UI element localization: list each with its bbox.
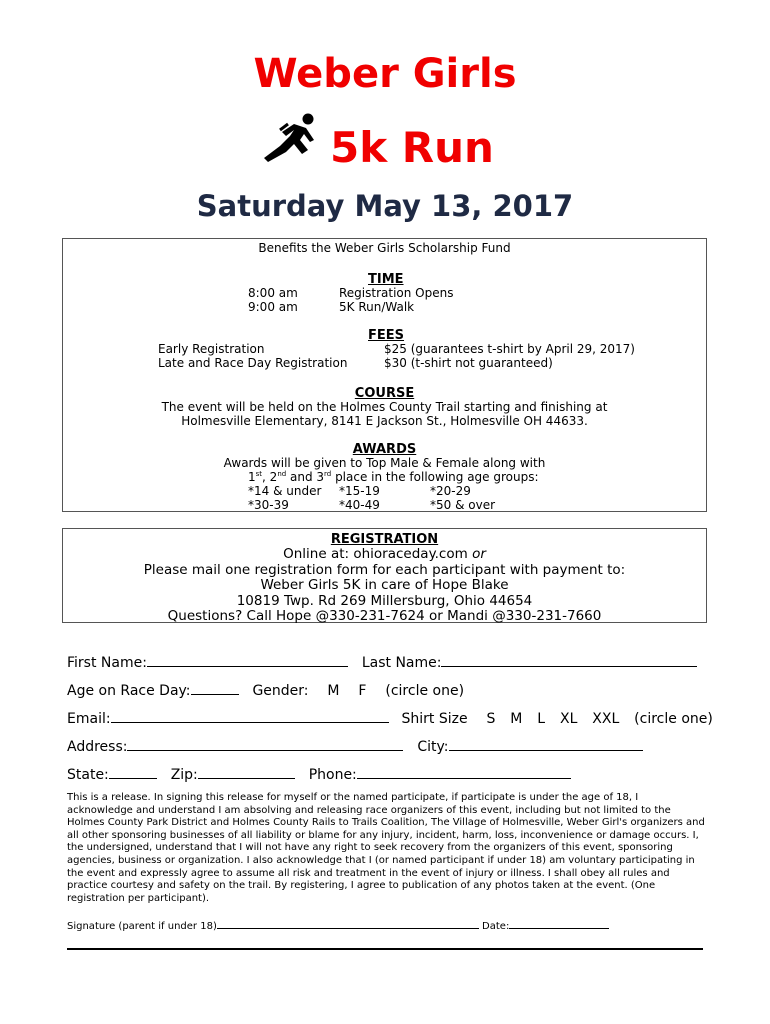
benefits-text: Benefits the Weber Girls Scholarship Fund: [258, 241, 511, 255]
signature-field[interactable]: [217, 918, 479, 929]
age-field[interactable]: [191, 680, 239, 695]
zip-field[interactable]: [198, 764, 295, 779]
age-group: *20-29: [430, 484, 471, 498]
age-group: *40-49: [339, 498, 380, 512]
shirt-size-hint: (circle one): [634, 711, 713, 727]
last-name-field[interactable]: [441, 652, 697, 667]
first-name-field[interactable]: [147, 652, 348, 667]
age-group: *50 & over: [430, 498, 496, 512]
gender-option-f[interactable]: F: [358, 683, 367, 699]
event-info-box: [62, 238, 707, 512]
signature-row: [67, 918, 609, 932]
form-row-age: [67, 680, 464, 699]
registration-online: Online at: ohioraceday.com or: [283, 546, 486, 563]
course-line: Holmesville Elementary, 8141 E Jackson St., Holmesville OH 44633.: [181, 414, 588, 428]
fees-heading: FEES: [368, 328, 405, 343]
time-row-event: 5K Run/Walk: [339, 300, 415, 314]
form-row-email: [67, 708, 713, 727]
address-field[interactable]: [127, 736, 403, 751]
registration-line: Please mail one registration form for each participant with payment to:: [143, 561, 626, 578]
date-label: Date:: [482, 921, 510, 932]
fee-value: $25 (guarantees t-shirt by April 29, 2017): [384, 342, 635, 356]
course-line: The event will be held on the Holmes County Trail starting and finishing at: [161, 400, 608, 414]
first-name-label: First Name:: [67, 655, 147, 671]
time-row: 9:00 am: [248, 300, 298, 314]
gender-label: Gender:: [252, 683, 309, 699]
age-group: *30-39: [248, 498, 289, 512]
shirt-size-s[interactable]: S: [486, 711, 496, 727]
date-field[interactable]: [509, 918, 609, 929]
registration-line: Questions? Call Hope @330-231-7624 or Mandi @330-231-7660: [167, 608, 602, 625]
time-row: 8:00 am: [248, 286, 298, 300]
gender-option-m[interactable]: M: [327, 683, 340, 699]
time-row-event: Registration Opens: [339, 286, 454, 300]
city-field[interactable]: [449, 736, 643, 751]
age-group: *15-19: [339, 484, 380, 498]
form-row-address: [67, 736, 643, 755]
phone-label: Phone:: [308, 767, 357, 783]
signature-label: Signature (parent if under 18): [67, 921, 217, 932]
shirt-size-xl[interactable]: XL: [559, 711, 578, 727]
email-field[interactable]: [111, 708, 389, 723]
state-field[interactable]: [109, 764, 157, 779]
awards-heading: AWARDS: [352, 442, 417, 457]
event-subtitle: 5k Run: [330, 123, 494, 172]
event-date: Saturday May 13, 2017: [196, 189, 574, 223]
event-title: Weber Girls: [253, 51, 517, 97]
awards-places: 1st, 2nd and 3rd place in the following age groups:: [248, 470, 539, 484]
city-label: City:: [417, 739, 449, 755]
zip-label: Zip:: [170, 767, 198, 783]
registration-line: Weber Girls 5K in care of Hope Blake: [260, 577, 509, 594]
state-label: State:: [67, 767, 109, 783]
bottom-divider: [67, 948, 703, 950]
course-heading: COURSE: [354, 386, 415, 401]
age-group: *14 & under: [248, 484, 322, 498]
fee-label: Early Registration: [158, 342, 265, 356]
release-text: This is a release. In signing this release for myself or the named participate, if participate is under the age of 18, I acknowledge and understand I am absolving and releasing race organizers of this event, including but not limited to the Holmes County Park District and Holmes County Rails to Trails Coalition, The Village of Holmesville, Weber Girl's organizers and all other sponsoring businesses of all liability or blame for any injury, incident, harm, loss, inconvenience or damage occurs. I, the undersigned, understand that I will not have any right to seek recovery from the organizers of this event, sponsoring agencies, business or organization. I also acknowledge that I (or named participant if under 18) am voluntary participating in the event and expressly agree to assume all risk and treatment in the event of injury or illness. I shall obey all rules and practice courtesy and safety on the trail. By registering, I agree to publication of any photos taken at the event. (One registration per participant).: [67, 792, 705, 904]
runner-icon: [260, 110, 326, 166]
email-label: Email:: [67, 711, 111, 727]
shirt-size-label: Shirt Size: [401, 711, 468, 727]
awards-line: Awards will be given to Top Male & Female along with: [223, 456, 546, 470]
form-row-state: [67, 764, 571, 783]
shirt-size-xxl[interactable]: XXL: [592, 711, 620, 727]
time-heading: TIME: [368, 272, 404, 287]
registration-box: [62, 528, 707, 623]
form-row-names: [67, 652, 697, 671]
address-label: Address:: [67, 739, 128, 755]
phone-field[interactable]: [357, 764, 571, 779]
registration-heading: REGISTRATION: [330, 532, 439, 547]
fee-value: $30 (t-shirt not guaranteed): [384, 356, 553, 370]
fee-label: Late and Race Day Registration: [158, 356, 348, 370]
last-name-label: Last Name:: [361, 655, 442, 671]
registration-line: 10819 Twp. Rd 269 Millersburg, Ohio 44654: [236, 592, 533, 609]
shirt-size-l[interactable]: L: [537, 711, 546, 727]
gender-hint: (circle one): [385, 683, 465, 699]
shirt-size-m[interactable]: M: [510, 711, 523, 727]
age-label: Age on Race Day:: [67, 683, 191, 699]
